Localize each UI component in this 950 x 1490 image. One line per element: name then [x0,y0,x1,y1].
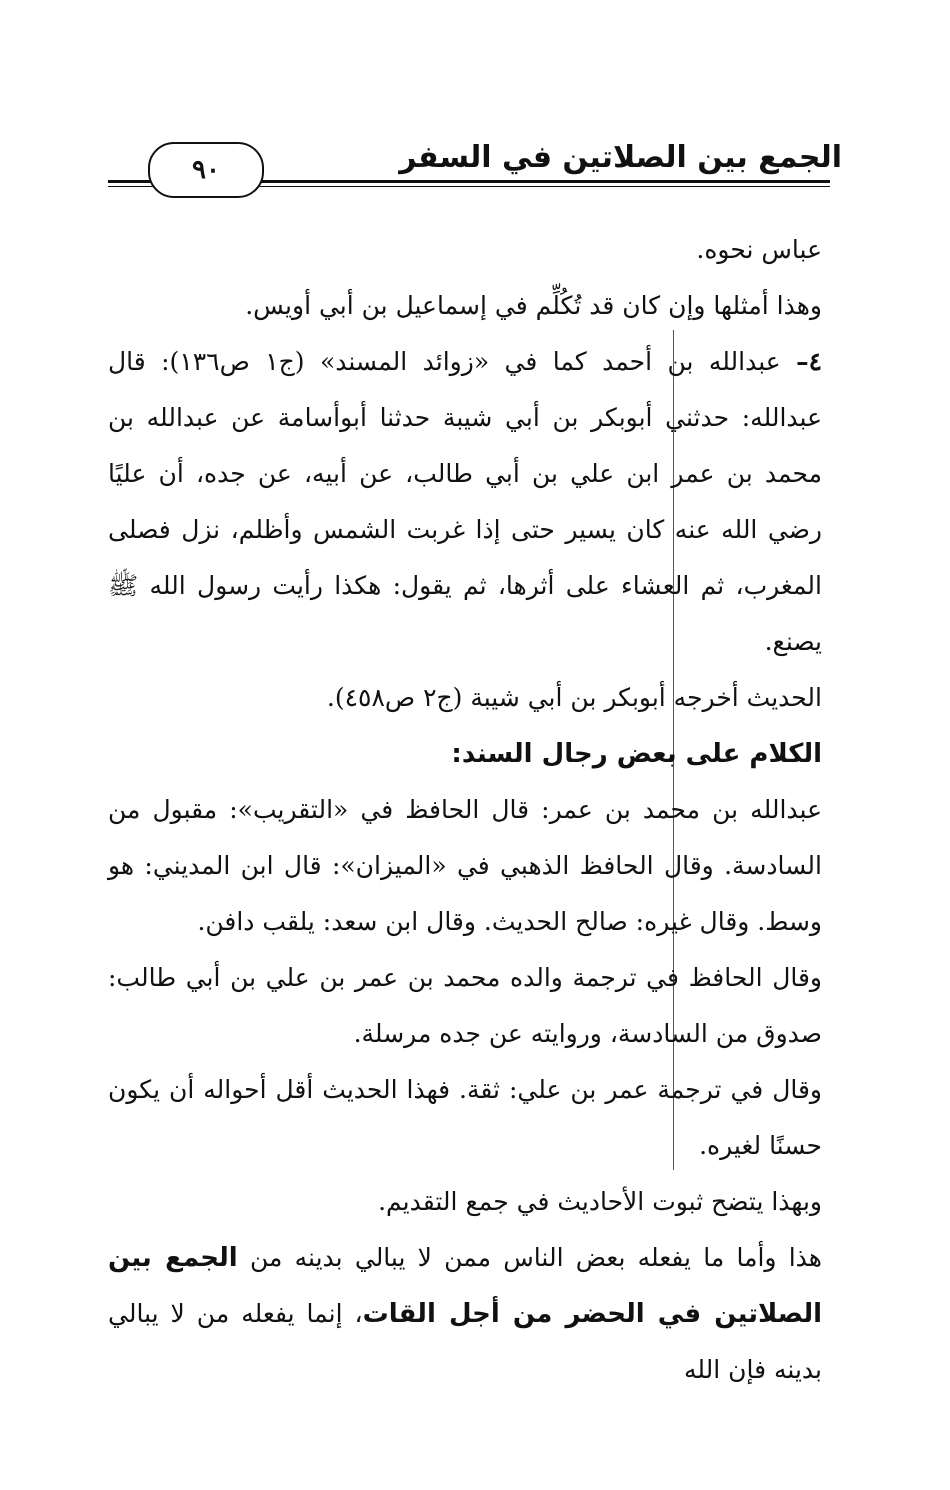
running-title: الجمع بين الصلاتين في السفر [399,140,842,175]
numbered-item-4 [108,334,822,670]
paragraph: وبهذا يتضح ثبوت الأحاديث في جمع التقديم. [378,1187,822,1216]
text-run: ، إنما يفعله من لا يبالي بدينه فإن الله [108,1299,822,1384]
paragraph: وقال في ترجمة عمر بن علي: ثقة. فهذا الحديث أقل أحواله أن يكون حسنًا لغيره. [108,1075,822,1160]
emphasized-text: الجمع بين الصلاتين في الحضر من أجل القات [108,1243,823,1329]
page-number: ٩٠ [192,155,220,185]
paragraph: الحديث أخرجه أبوبكر بن أبي شيبة (ج٢ ص٤٥٨). [326,683,822,712]
paragraph-last [108,1230,822,1398]
text-run: هذا وأما ما يفعله بعض الناس ممن لا يبالي بدينه من [237,1243,822,1272]
page-body [108,222,822,1398]
paragraph: وقال الحافظ في ترجمة والده محمد بن عمر بن علي بن أبي طالب: صدوق من السادسة، وروايته عن جده مرسلة. [108,963,822,1048]
paragraph: عباس نحوه. [696,235,822,264]
paragraph: عبدالله بن محمد بن عمر: قال الحافظ في «التقريب»: مقبول من السادسة. وقال الحافظ الذهبي في «الميزان»: قال ابن المديني: هو وسط. وقال غيره: صالح الحديث. وقال ابن سعد: يلقب دافن. [108,795,822,936]
paragraph: وهذا أمثلها وإن كان قد تُكُلِّم في إسماعيل بن أبي أويس. [245,291,822,320]
item-text: عبدالله بن أحمد كما في «زوائد المسند» (ج١ ص١٣٦): قال عبدالله: حدثني أبوبكر بن أبي شيبة حدثنا أبوأسامة عن عبدالله بن محمد بن عمر ابن علي بن أبي طالب، عن أبيه، عن جده، أن عليًا رضي الله عنه كان يسير حتى إذا غربت الشمس وأظلم، نزل فصلى المغرب، ثم العشاء على أثرها، ثم يقول: هكذا رأيت رسول الله ﷺ يصنع. [108,347,822,656]
section-heading: الكلام على بعض رجال السند: [451,739,822,769]
page-number-badge [148,142,264,198]
item-number: ٤– [796,347,822,376]
